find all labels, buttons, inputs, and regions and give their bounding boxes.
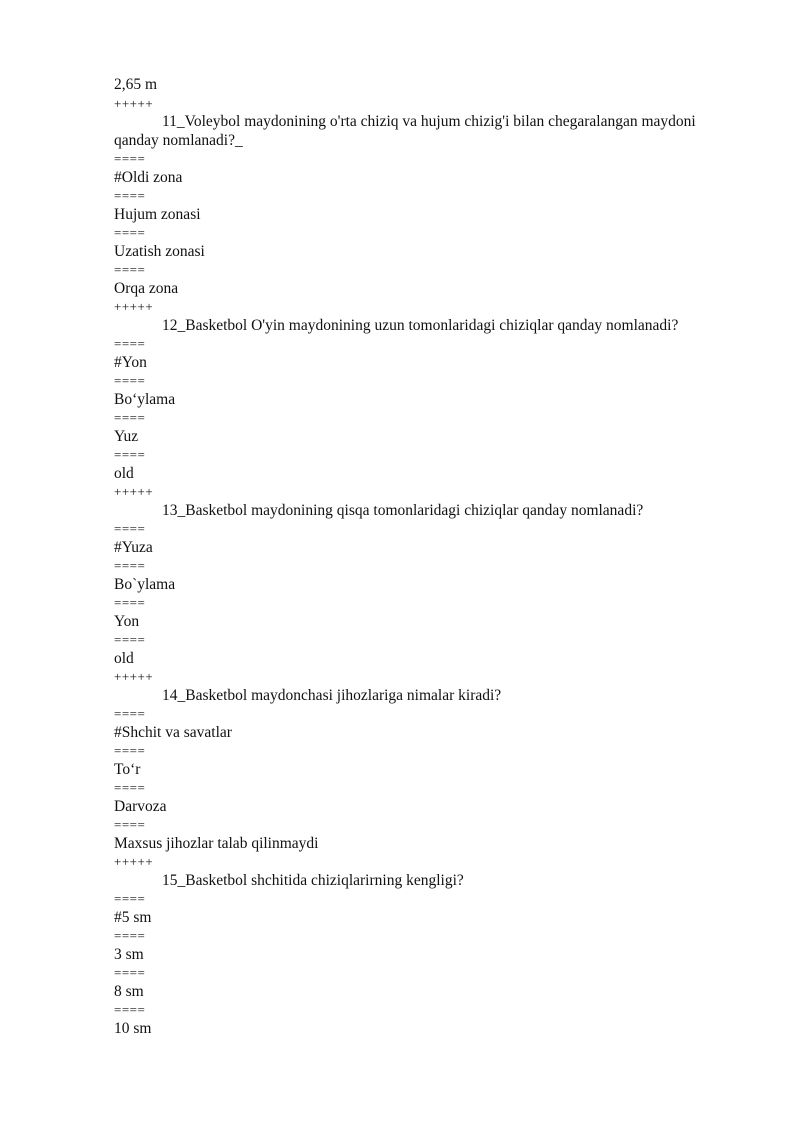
answer-option: Uzatish zonasi: [114, 242, 205, 260]
question-text: 11_Voleybol maydonining o'rta chiziq va hujum chizig'i bilan chegaralangan maydoni qanday nomlanadi?_: [114, 113, 696, 149]
option-separator: ====: [114, 780, 146, 795]
question-separator: +++++: [114, 669, 154, 684]
document-body: [114, 76, 734, 1038]
answer-option: Yuz: [114, 427, 139, 445]
option-separator: ====: [114, 447, 146, 462]
answer-option: 3 sm: [114, 945, 144, 963]
question-text: 15_Basketbol shchitida chiziqlarirning kengligi?: [162, 871, 464, 889]
correct-answer-option: #Yon: [114, 353, 147, 371]
option-separator: ====: [114, 262, 146, 277]
question-text: 14_Basketbol maydonchasi jihozlariga nimalar kiradi?: [162, 686, 502, 704]
option-separator: ====: [114, 336, 146, 351]
option-separator: ====: [114, 151, 146, 166]
correct-answer-option: #Oldi zona: [114, 168, 183, 186]
answer-option: Yon: [114, 612, 140, 630]
option-separator: ====: [114, 225, 146, 240]
question-separator: +++++: [114, 95, 154, 111]
answer-option: Hujum zonasi: [114, 205, 201, 223]
option-separator: ====: [114, 188, 146, 203]
question-separator: +++++: [114, 299, 154, 314]
answer-option: old: [114, 464, 134, 482]
option-separator: ====: [114, 743, 146, 758]
answer-option: old: [114, 649, 134, 667]
option-separator: ====: [114, 1002, 146, 1017]
option-separator: ====: [114, 373, 146, 388]
answer-option: To‘r: [114, 760, 141, 778]
question-separator: +++++: [114, 484, 154, 499]
option-separator: ====: [114, 817, 146, 832]
answer-option: 8 sm: [114, 982, 144, 1000]
question-separator: +++++: [114, 854, 154, 869]
correct-answer-option: #Shchit va savatlar: [114, 723, 232, 741]
answer-option: Orqa zona: [114, 279, 179, 297]
correct-answer-option: #5 sm: [114, 908, 152, 926]
option-separator: ====: [114, 928, 146, 943]
answer-option: 2,65 m: [114, 76, 158, 93]
correct-answer-option: #Yuza: [114, 538, 153, 556]
option-separator: ====: [114, 706, 146, 721]
answer-option: Bo`ylama: [114, 575, 176, 593]
answer-option: Bo‘ylama: [114, 390, 176, 408]
option-separator: ====: [114, 558, 146, 573]
answer-option: Maxsus jihozlar talab qilinmaydi: [114, 834, 319, 852]
question-text: 12_Basketbol O'yin maydonining uzun tomonlaridagi chiziqlar qanday nomlanadi?: [162, 316, 679, 334]
option-separator: ====: [114, 965, 146, 980]
option-separator: ====: [114, 891, 146, 906]
question-text: 13_Basketbol maydonining qisqa tomonlaridagi chiziqlar qanday nomlanadi?: [162, 501, 644, 519]
option-separator: ====: [114, 410, 146, 425]
answer-option: 10 sm: [114, 1019, 152, 1037]
option-separator: ====: [114, 521, 146, 536]
option-separator: ====: [114, 595, 146, 610]
option-separator: ====: [114, 632, 146, 647]
answer-option: Darvoza: [114, 797, 167, 815]
